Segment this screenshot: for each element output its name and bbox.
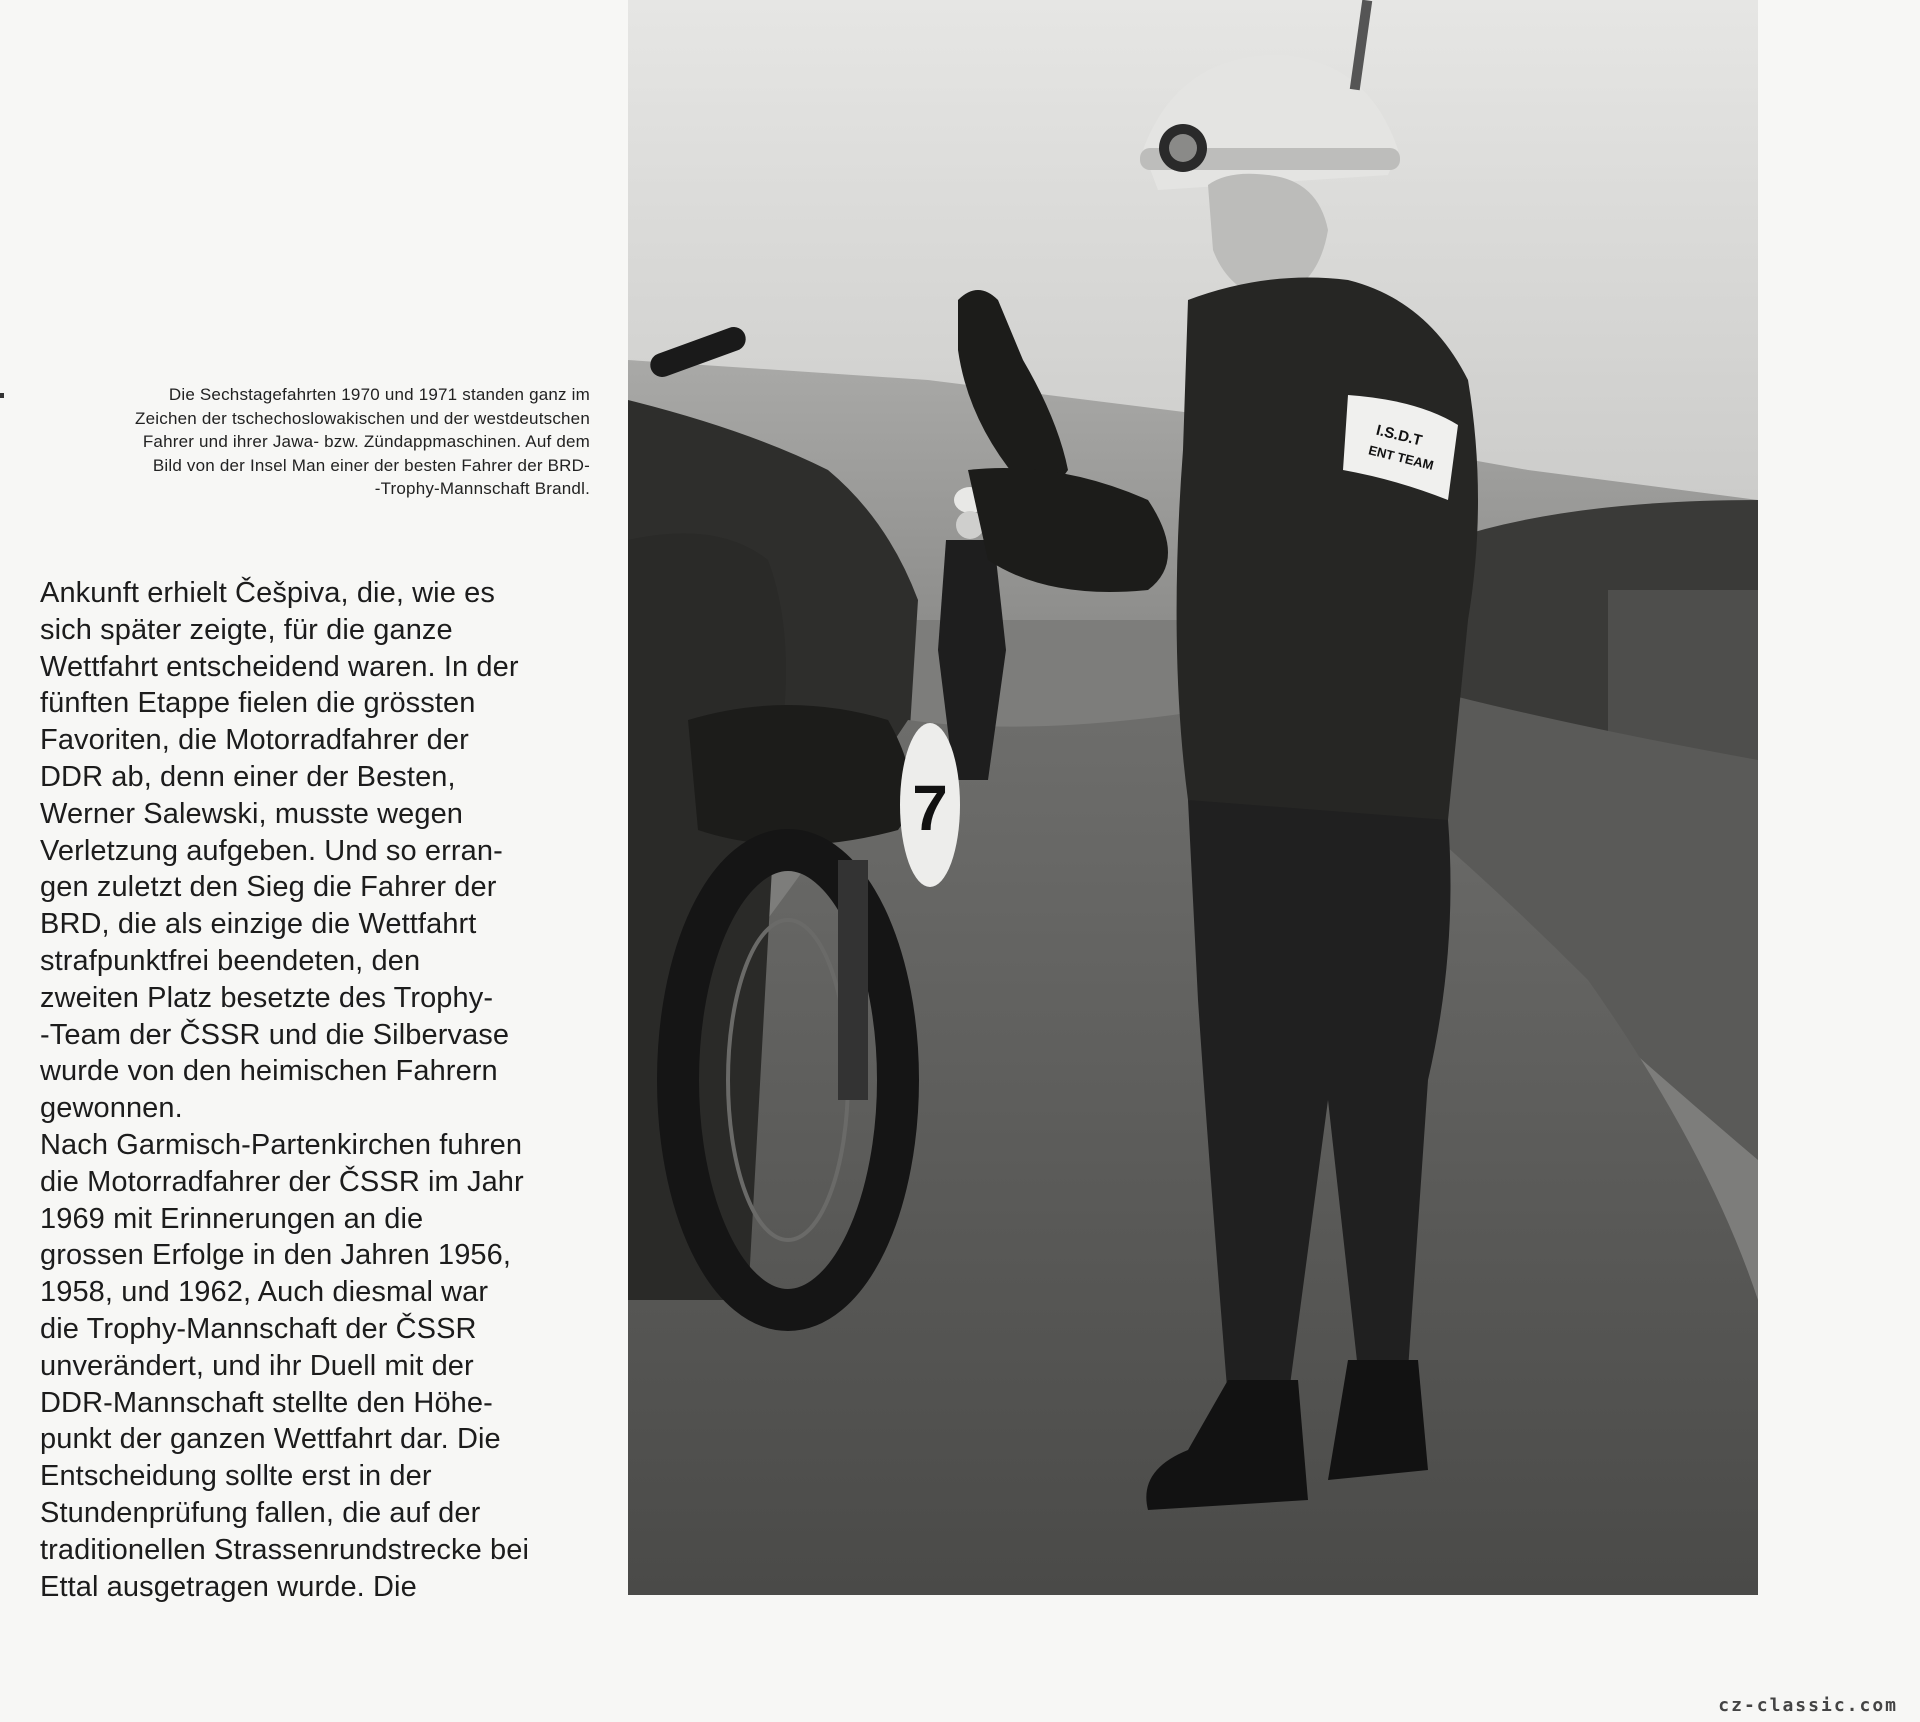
caption-line: Fahrer und ihrer Jawa- bzw. Zündappmaschinen. Auf dem <box>142 432 590 451</box>
body-line: 1969 mit Erinnerungen an die <box>40 1202 424 1235</box>
caption-line: Zeichen der tschechoslowakischen und der westdeutschen <box>135 408 590 428</box>
body-line: Wettfahrt entscheidend waren. In der <box>40 650 519 683</box>
body-line: punkt der ganzen Wettfahrt dar. Die <box>40 1423 501 1456</box>
body-line: DDR ab, denn einer der Besten, <box>40 760 456 793</box>
body-line: Verletzung aufgeben. Und so erran- <box>40 834 503 867</box>
body-line: Nach Garmisch-Partenkirchen fuhren <box>40 1128 523 1161</box>
armband-text-1: I.S.D.T <box>1374 421 1424 450</box>
photo-caption <box>60 383 590 501</box>
margin-mark <box>0 393 4 398</box>
body-line: die Motorradfahrer der ČSSR im Jahr <box>40 1165 524 1198</box>
body-line: grossen Erfolge in den Jahren 1956, <box>40 1239 512 1272</box>
body-line: Ettal ausgetragen wurde. Die <box>40 1570 417 1603</box>
body-line: zweiten Platz besetzte des Trophy- <box>40 981 494 1014</box>
photo-illustration <box>628 0 1758 1595</box>
body-line: Stundenprüfung fallen, die auf der <box>40 1496 481 1529</box>
body-line: traditionellen Strassenrundstrecke bei <box>40 1533 530 1566</box>
caption-line: Die Sechstagefahrten 1970 und 1971 standen ganz im <box>168 385 590 404</box>
body-line: fünften Etappe fielen die grössten <box>40 687 476 720</box>
body-line: unverändert, und ihr Duell mit der <box>40 1349 474 1382</box>
body-line: DDR-Mannschaft stellte den Höhe- <box>40 1386 493 1419</box>
body-line: wurde von den heimischen Fahrern <box>40 1055 498 1088</box>
armband-text-2: ENT TEAM <box>1367 442 1436 473</box>
body-line: -Team der ČSSR und die Silbervase <box>40 1018 510 1051</box>
body-text <box>40 575 600 1605</box>
body-line: sich später zeigte, für die ganze <box>40 613 453 646</box>
body-line: gen zuletzt den Sieg die Fahrer der <box>40 871 497 904</box>
caption-line: Bild von der Insel Man einer der besten Fahrer der BRD- <box>152 455 590 475</box>
body-line: Entscheidung sollte erst in der <box>40 1460 432 1493</box>
number-plate: 7 <box>912 772 948 844</box>
body-line: die Trophy-Mannschaft der ČSSR <box>40 1312 477 1345</box>
body-line: Favoriten, die Motorradfahrer der <box>40 724 469 757</box>
photograph <box>628 0 1758 1595</box>
body-line: BRD, die als einzige die Wettfahrt <box>40 908 477 941</box>
body-line: Werner Salewski, musste wegen <box>40 797 464 830</box>
body-line: strafpunktfrei beendeten, den <box>40 944 421 977</box>
caption-line: -Trophy-Mannschaft Brandl. <box>374 479 590 498</box>
body-line: gewonnen. <box>40 1092 183 1125</box>
body-line: Ankunft erhielt Češpiva, die, wie es <box>40 577 495 609</box>
watermark: cz-classic.com <box>1718 1695 1898 1716</box>
body-line: 1958, und 1962, Auch diesmal war <box>40 1276 489 1309</box>
